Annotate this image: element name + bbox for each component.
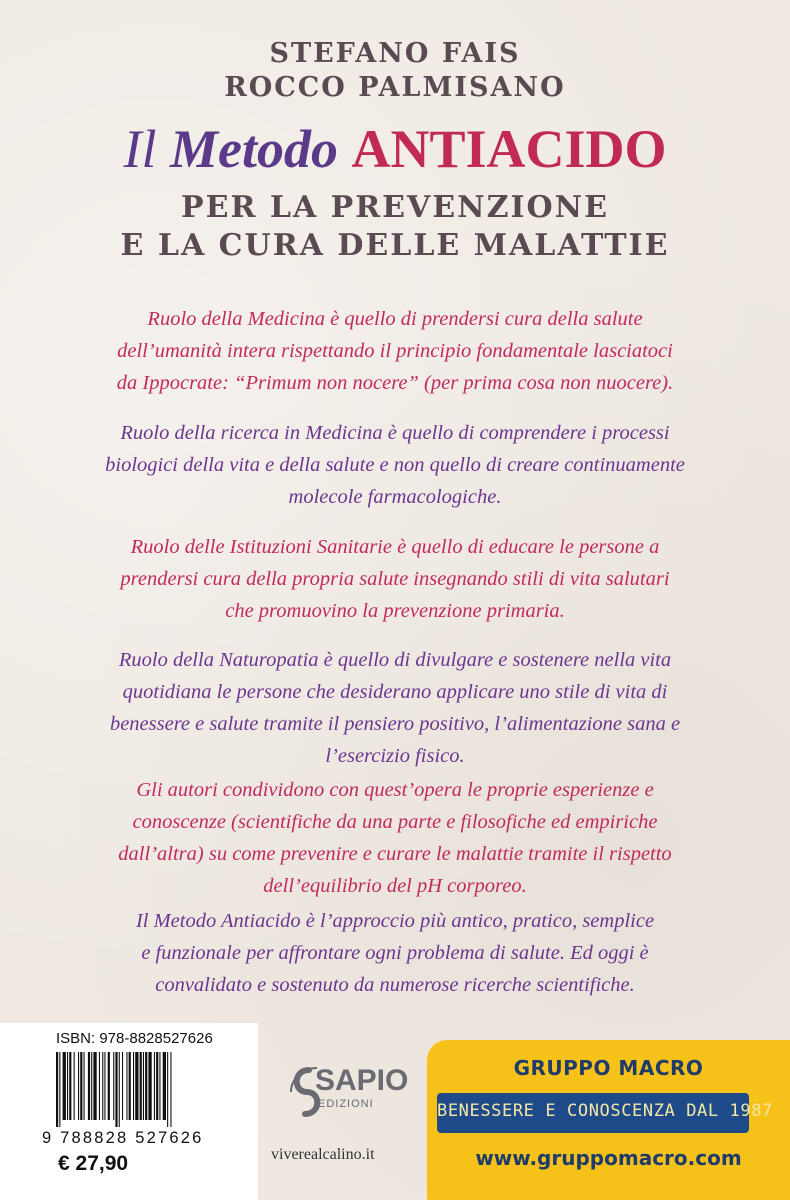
promo-website: www.gruppomacro.com xyxy=(475,1146,742,1170)
title-metodo: Metodo xyxy=(169,119,352,179)
publisher-logo-subtext: EDIZIONI xyxy=(318,1098,374,1110)
barcode-digits: 9 788828 527626 xyxy=(42,1129,204,1147)
title-il: Il xyxy=(123,119,170,179)
paragraph-line: Gli autori condividono con quest’opera le proprie esperienze e xyxy=(136,779,654,801)
paragraph-line: conoscenze (scientifiche da una parte e filosofiche ed empiriche xyxy=(132,811,658,833)
price: € 27,90 xyxy=(58,1152,129,1175)
paragraph-line: Ruolo delle Istituzioni Sanitarie è quello di educare le persone a xyxy=(130,536,660,558)
paragraph-line: e funzionale per affrontare ogni problema di salute. Ed oggi è xyxy=(141,942,649,964)
title-antiacido: ANTIACIDO xyxy=(351,119,667,179)
paragraph-line: Ruolo della Medicina è quello di prendersi cura della salute xyxy=(147,308,643,330)
author-name-2: ROCCO PALMISANO xyxy=(224,72,566,103)
paragraph-line: Il Metodo Antiacido è l’approccio più antico, pratico, semplice xyxy=(135,910,655,932)
barcode xyxy=(56,1052,246,1127)
author-name-1: STEFANO FAIS xyxy=(269,38,521,69)
paragraph-naturopatia xyxy=(60,644,730,772)
paragraph-line: quotidiana le persone che desiderano applicare uno stile di vita di xyxy=(122,681,668,703)
paragraph-line: Ruolo della Naturopatia è quello di divulgare e sostenere nella vita xyxy=(118,649,672,671)
paragraph-metodo xyxy=(60,905,730,1001)
subtitle-line-2: E LA CURA DELLE MALATTIE xyxy=(120,228,670,263)
paragraph-line: che promuovino la prevenzione primaria. xyxy=(225,600,565,622)
paragraph-autori xyxy=(60,774,730,902)
promo-title: GRUPPO MACRO xyxy=(513,1056,704,1080)
promo-banner-text: BENESSERE E CONOSCENZA DAL 1987 xyxy=(437,1101,773,1121)
paragraph-line: molecole farmacologiche. xyxy=(288,486,502,508)
paragraph-istituzioni xyxy=(60,531,730,627)
paragraph-line: l’esercizio fisico. xyxy=(325,745,465,767)
paragraph-line: prendersi cura della propria salute insegnando stili di vita salutari xyxy=(120,568,670,590)
paragraph-ricerca xyxy=(60,417,730,513)
paragraph-line: dell’equilibrio del pH corporeo. xyxy=(263,875,527,897)
book-title xyxy=(0,118,790,180)
paragraph-line: dall’altra) su come prevenire e curare le malattie tramite il rispetto xyxy=(118,843,672,865)
paragraph-medicina xyxy=(60,303,730,399)
paragraph-line: benessere e salute tramite il pensiero positivo, l’alimentazione sana e xyxy=(109,713,681,735)
paragraph-line: convalidato e sostenuto da numerose ricerche scientifiche. xyxy=(155,974,635,996)
paragraph-line: da Ippocrate: “Primum non nocere” (per prima cosa non nuocere). xyxy=(116,372,674,394)
paragraph-line: Ruolo della ricerca in Medicina è quello di comprendere i processi xyxy=(120,422,670,444)
isbn-label: ISBN: 978-8828527626 xyxy=(56,1030,213,1047)
paragraph-line: biologici della vita e della salute e non quello di creare continuamente xyxy=(105,454,685,476)
subtitle-line-1: PER LA PREVENZIONE xyxy=(181,190,609,225)
publisher-website: viverealcalino.it xyxy=(271,1146,375,1163)
publisher-logo-text: SAPIO xyxy=(315,1064,409,1097)
paragraph-line: dell’umanità intera rispettando il principio fondamentale lasciatoci xyxy=(117,340,673,362)
